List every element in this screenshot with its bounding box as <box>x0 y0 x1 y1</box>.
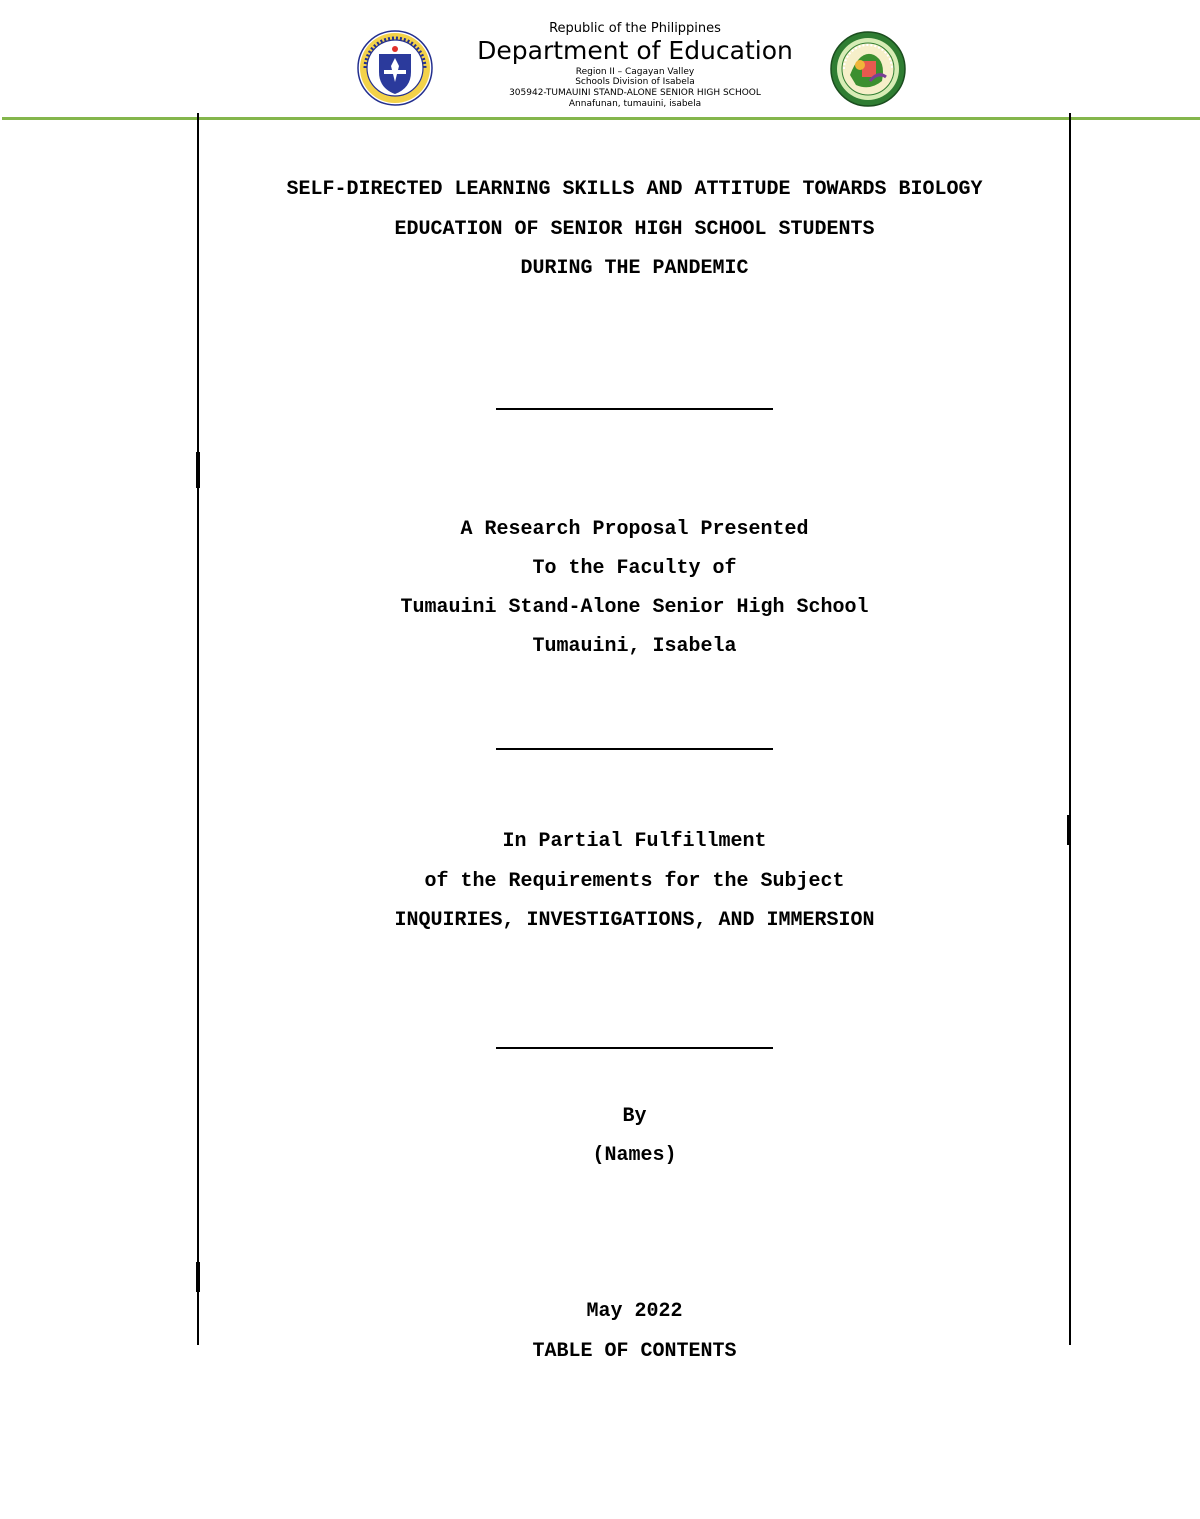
letterhead-rule <box>2 117 1200 120</box>
proposal-date: May 2022 <box>586 1300 683 1323</box>
presentation-line-3: Tumauini Stand-Alone Senior High School <box>400 596 869 619</box>
school-seal-icon <box>830 31 906 107</box>
presentation-line-2: To the Faculty of <box>532 557 737 580</box>
by-label: By <box>622 1105 647 1128</box>
fulfillment-line-2: of the Requirements for the Subject <box>424 870 845 893</box>
presentation-line-4: Tumauini, Isabela <box>532 635 737 658</box>
division-label: Schools Division of Isabela <box>575 77 695 87</box>
left-line-mark <box>196 452 200 488</box>
author-names: (Names) <box>592 1144 677 1167</box>
title-line-2: EDUCATION OF SENIOR HIGH SCHOOL STUDENTS <box>394 218 875 241</box>
divider-rule <box>496 748 773 750</box>
republic-label: Republic of the Philippines <box>549 21 721 36</box>
department-name: Department of Education <box>477 36 793 65</box>
fulfillment-line-1: In Partial Fulfillment <box>502 830 767 853</box>
title-line-3: DURING THE PANDEMIC <box>520 257 749 280</box>
presentation-line-1: A Research Proposal Presented <box>460 518 809 541</box>
school-label: 305942-TUMAUINI STAND-ALONE SENIOR HIGH SCHOOL <box>509 88 761 98</box>
region-label: Region II – Cagayan Valley <box>575 67 695 77</box>
left-margin-line <box>197 113 199 1345</box>
divider-rule <box>496 1047 773 1049</box>
right-margin-line <box>1069 113 1071 1345</box>
letterhead <box>0 0 1200 120</box>
fulfillment-line-3: INQUIRIES, INVESTIGATIONS, AND IMMERSION <box>394 909 875 932</box>
divider-rule <box>496 408 773 410</box>
table-of-contents-heading: TABLE OF CONTENTS <box>532 1340 737 1363</box>
title-line-1: SELF-DIRECTED LEARNING SKILLS AND ATTITUDE TOWARDS BIOLOGY <box>286 178 983 201</box>
left-line-mark <box>196 1262 200 1292</box>
school-address: Annafunan, tumauini, isabela <box>568 99 702 109</box>
